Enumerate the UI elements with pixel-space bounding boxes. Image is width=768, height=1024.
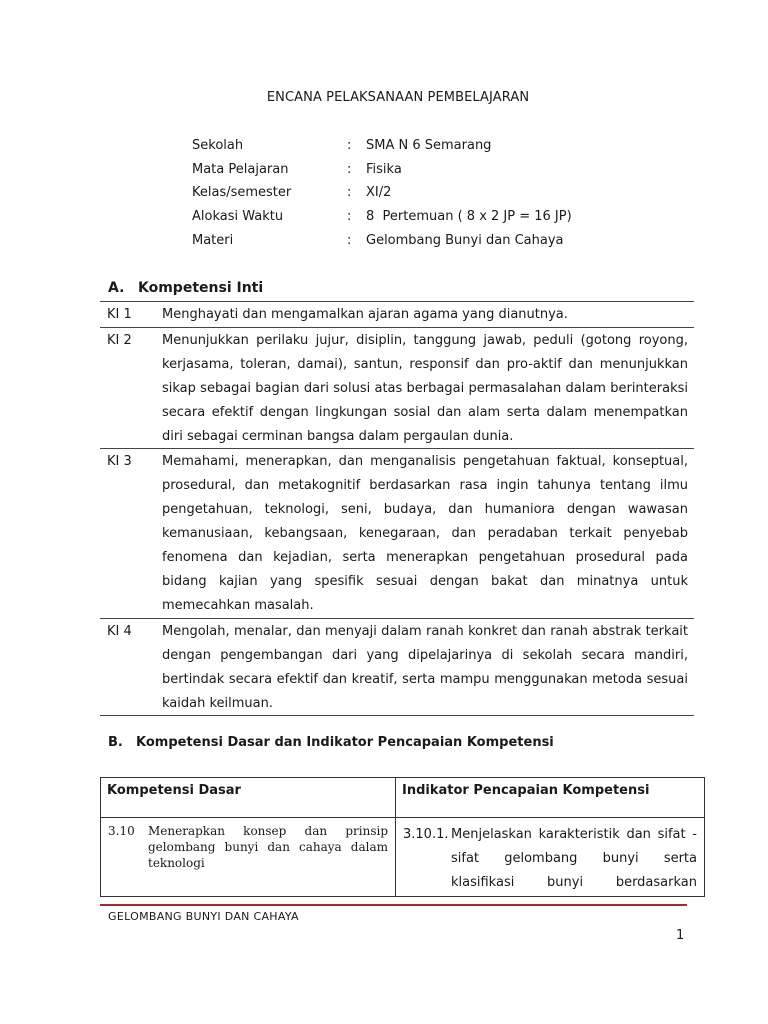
identity-value: Fisika xyxy=(366,161,402,177)
indicator-number: 3.10.1. xyxy=(403,827,449,842)
indicator-content xyxy=(397,819,703,895)
identity-separator: : xyxy=(347,232,352,248)
section-b-letter: B. xyxy=(108,735,123,750)
table-header-row xyxy=(101,778,705,818)
ki-label: KI 2 xyxy=(107,332,132,348)
footer-divider xyxy=(100,904,687,906)
identity-value: Gelombang Bunyi dan Cahaya xyxy=(366,232,564,248)
document-title: ENCANA PELAKSANAAN PEMBELAJARAN xyxy=(266,90,530,105)
identity-key: Materi xyxy=(192,232,234,248)
table-row xyxy=(100,449,694,618)
identity-row xyxy=(192,158,572,182)
section-a-title: Kompetensi Inti xyxy=(138,280,264,296)
indicator-cell xyxy=(396,818,705,897)
kd-number: 3.10 xyxy=(108,824,135,838)
kompetensi-dasar-table xyxy=(100,777,705,897)
section-b-title: Kompetensi Dasar dan Indikator Pencapaian Kompetensi xyxy=(136,735,554,750)
kd-content xyxy=(102,819,394,875)
identity-separator: : xyxy=(347,185,352,201)
kd-text: Menerapkan konsep dan prinsip gelombang bunyi dan cahaya dalam teknologi xyxy=(148,824,388,870)
identity-key: Sekolah xyxy=(192,138,244,154)
section-b-heading xyxy=(108,735,554,750)
indicator-text: Menjelaskan karakteristik dan sifat - sifat gelombang bunyi serta klasifikasi bunyi berdasarkan xyxy=(451,827,697,890)
ki-label: KI 3 xyxy=(107,454,132,470)
identity-value: 8 Pertemuan ( 8 x 2 JP = 16 JP) xyxy=(366,209,572,225)
ki-text: Mengolah, menalar, dan menyaji dalam ranah konkret dan ranah abstrak terkait dengan pengembangan dari yang dipelajarinya di sekolah secara mandiri, bertindak secara efektif dan kreatif, serta mampu menggunakan metoda sesuai kaidah keilmuan. xyxy=(162,623,688,711)
identity-row xyxy=(192,181,572,205)
table-row xyxy=(100,618,694,716)
table-row xyxy=(100,327,694,449)
ki-text: Menghayati dan mengamalkan ajaran agama yang dianutnya. xyxy=(162,307,568,322)
kd-cell xyxy=(101,818,396,897)
identity-table xyxy=(192,134,572,252)
identity-key: Mata Pelajaran xyxy=(192,161,289,177)
column-header: Kompetensi Dasar xyxy=(101,778,396,818)
identity-row xyxy=(192,205,572,229)
identity-value: XI/2 xyxy=(366,185,392,201)
identity-separator: : xyxy=(347,138,352,154)
column-header: Indikator Pencapaian Kompetensi xyxy=(396,778,705,818)
ki-label: KI 1 xyxy=(107,307,132,322)
identity-value: SMA N 6 Semarang xyxy=(366,138,492,154)
identity-key: Kelas/semester xyxy=(192,185,292,201)
kompetensi-inti-table xyxy=(100,301,694,716)
page-number: 1 xyxy=(676,928,685,943)
table-row xyxy=(100,302,694,328)
identity-row xyxy=(192,134,572,158)
section-a-letter: A. xyxy=(108,280,125,296)
identity-separator: : xyxy=(347,209,352,225)
table-row xyxy=(101,818,705,897)
identity-row xyxy=(192,228,572,252)
ki-text: Memahami, menerapkan, dan menganalisis pengetahuan faktual, konseptual, prosedural, dan metakognitif berdasarkan rasa ingin tahunya tentang ilmu pengetahuan, teknologi, seni, budaya, dan humaniora dengan wawasan kemanusiaan, kebangsaan, kenegaraan, dan peradaban terkait penyebab fenomena dan kejadian, serta menerapkan pengetahuan prosedural pada bidang kajian yang spesifik sesuai dengan bakat dan minatnya untuk memecahkan masalah. xyxy=(162,454,688,613)
identity-separator: : xyxy=(347,161,352,177)
footer-text: GELOMBANG BUNYI DAN CAHAYA xyxy=(108,910,299,923)
identity-key: Alokasi Waktu xyxy=(192,209,284,225)
ki-label: KI 4 xyxy=(107,623,132,639)
ki-text: Menunjukkan perilaku jujur, disiplin, tanggung jawab, peduli (gotong royong, kerjasama, toleran, damai), santun, responsif dan pro-aktif dan menunjukkan sikap sebagai bagian dari solusi atas berbagai permasalahan dalam berinteraksi secara efektif dengan lingkungan sosial dan alam serta dalam menempatkan diri sebagai cerminan bangsa dalam pergaulan dunia. xyxy=(162,332,688,444)
section-a-heading xyxy=(108,280,263,296)
